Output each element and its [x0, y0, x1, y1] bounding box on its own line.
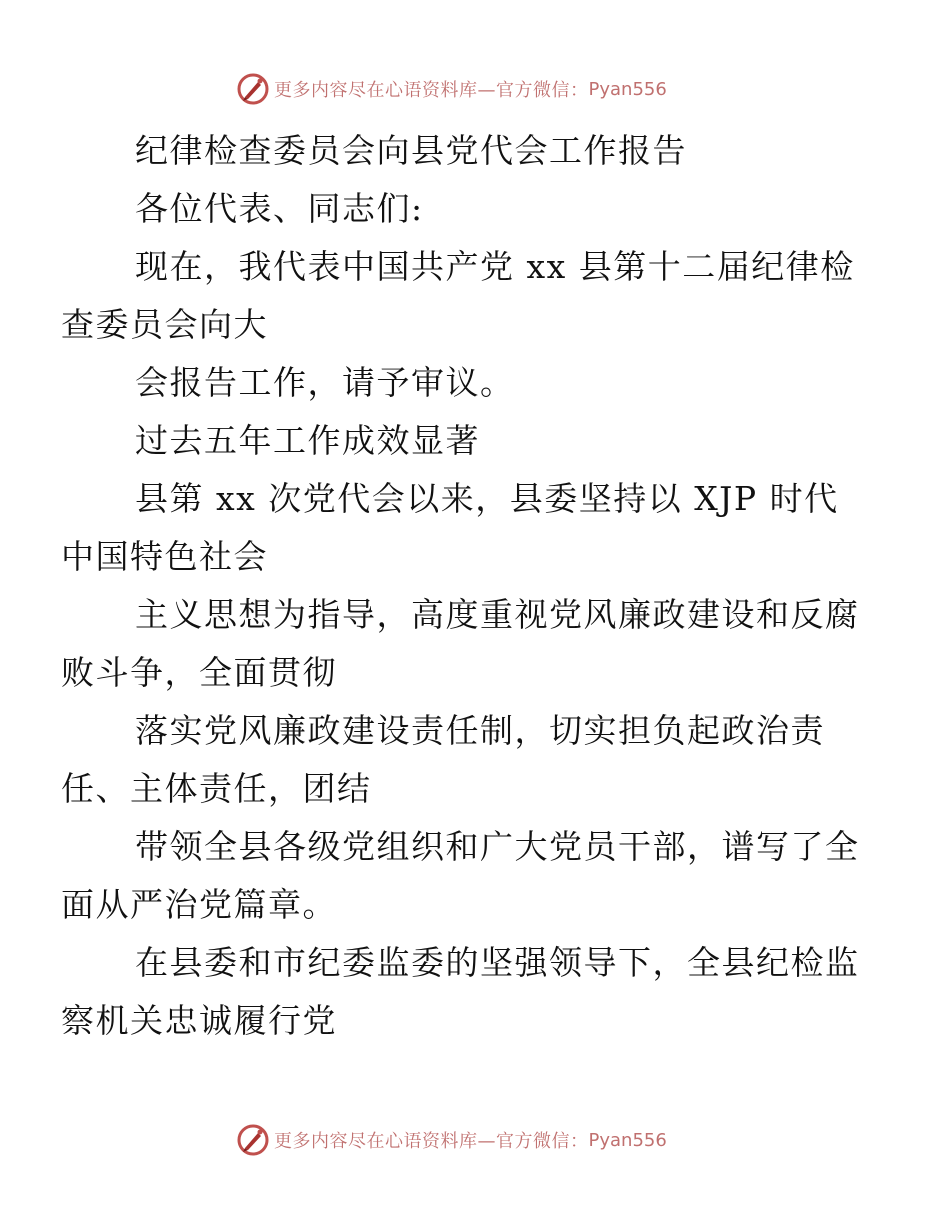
watermark-id: Pyan556: [588, 1129, 667, 1151]
section-heading: [98, 412, 858, 470]
line-text: 主义思想为指导，高度重视党风廉政建设和反腐: [135, 595, 860, 634]
line-text: 过去五年工作成效显著: [135, 421, 480, 460]
watermark-text: 更多内容尽在心语资料库—官方微信：: [274, 80, 589, 101]
line-continuation: 查委员会向大: [61, 305, 268, 344]
paragraph: [61, 818, 860, 934]
header-watermark: [236, 72, 667, 106]
line-continuation: 面从严治党篇章。: [61, 885, 337, 924]
document-body: [61, 122, 860, 1050]
line-text: 带领全县各级党组织和广大党员干部，谱写了全: [135, 827, 860, 866]
salutation: [98, 180, 858, 238]
line-text: 落实党风廉政建设责任制，切实担负起政治责: [135, 711, 825, 750]
paragraph: [61, 586, 860, 702]
paragraph: [61, 702, 858, 818]
line-continuation: 任、主体责任，团结: [61, 769, 372, 808]
pen-circle-logo-icon: [236, 1123, 270, 1157]
line-text: 在县委和市纪委监委的坚强领导下，全县纪检监: [135, 943, 860, 982]
line-text: 县第 xx 次党代会以来，县委坚持以 XJP 时代: [135, 479, 839, 518]
paragraph: [61, 470, 858, 586]
line-text: 各位代表、同志们:: [135, 189, 424, 228]
watermark-text: 更多内容尽在心语资料库—官方微信：: [274, 1131, 589, 1152]
paragraph: [61, 934, 860, 1050]
line-text: 现在，我代表中国共产党 xx 县第十二届纪律检: [135, 247, 855, 286]
line-continuation: 中国特色社会: [61, 537, 268, 576]
line-continuation: 败斗争，全面贯彻: [61, 653, 337, 692]
footer-watermark: [236, 1123, 667, 1157]
pen-circle-logo-icon: [236, 72, 270, 106]
watermark-id: Pyan556: [588, 78, 667, 100]
line-text: 纪律检查委员会向县党代会工作报告: [135, 131, 687, 170]
paragraph: [98, 354, 858, 412]
paragraph: [61, 238, 858, 354]
line-continuation: 察机关忠诚履行党: [61, 1001, 337, 1040]
line-text: 会报告工作，请予审议。: [135, 363, 515, 402]
doc-title: [98, 122, 858, 180]
